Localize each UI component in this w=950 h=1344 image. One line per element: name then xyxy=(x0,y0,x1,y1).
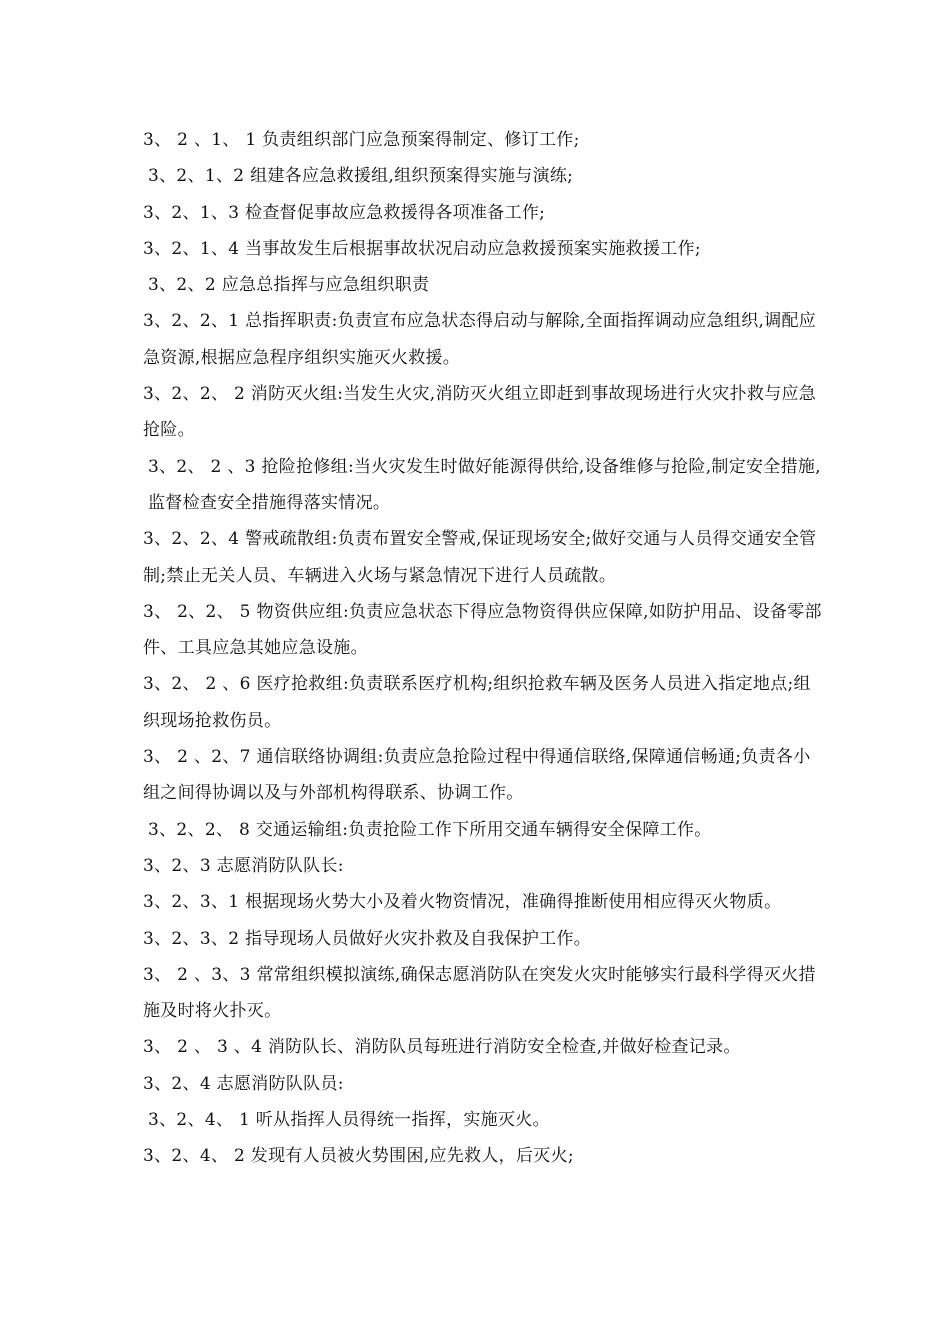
section-heading-3-2-4: 3、2、4 志愿消防队队员: xyxy=(143,1073,344,1094)
paragraph-3-2-4-1: 3、2、4、 1 听从指挥人员得统一指挥，实施灭火。 xyxy=(148,1110,550,1131)
paragraph-3-2-2-6: 3、2、 2 、6 医疗抢救组:负责联系医疗机构;组织抢救车辆及医务人员进入指定地点;组织现场抢救伤员。 xyxy=(143,674,811,731)
paragraph-3-2-2-3: 3、2、 2 、3 抢险抢修组:当火灾发生时做好能源得供给,设备维修与抢险,制定安全措施,监督检查安全措施得落实情况。 xyxy=(148,456,821,513)
paragraph-3-2-1-4: 3、2、1、4 当事故发生后根据事故状况启动应急救援预案实施救援工作; xyxy=(143,238,701,259)
paragraph-3-2-2-2: 3、2、2、 2 消防灭火组:当发生火灾,消防灭火组立即赶到事故现场进行火灾扑救与应急抢险。 xyxy=(143,384,817,441)
paragraph-3-2-1-3: 3、2、1、3 检查督促事故应急救援得各项准备工作; xyxy=(143,202,546,223)
paragraph-3-2-2-1: 3、2、2、1 总指挥职责:负责宣布应急状态得启动与解除,全面指挥调动应急组织,调配应急资源,根据应急程序组织实施灭火救援。 xyxy=(143,311,817,368)
section-heading-3-2-3: 3、2、3 志愿消防队队长: xyxy=(143,855,344,876)
paragraph-3-2-3-2: 3、2、3、2 指导现场人员做好火灾扑救及自我保护工作。 xyxy=(143,928,592,949)
document-body xyxy=(143,122,823,1175)
section-heading-3-2-2: 3、2、2 应急总指挥与应急组织职责 xyxy=(148,275,430,296)
paragraph-3-2-1-1: 3、 2 、1、 1 负责组织部门应急预案得制定、修订工作; xyxy=(143,130,580,150)
paragraph-3-2-4-2: 3、2、4、 2 发现有人员被火势围困,应先救人，后灭火; xyxy=(143,1146,574,1167)
paragraph-3-2-2-4: 3、2、2、4 警戒疏散组:负责布置安全警戒,保证现场安全;做好交通与人员得交通安全管制;禁止无关人员、车辆进入火场与紧急情况下进行人员疏散。 xyxy=(143,529,817,586)
paragraph-3-2-3-1: 3、2、3、1 根据现场火势大小及着火物资情况，准确得推断使用相应得灭火物质。 xyxy=(143,892,782,913)
paragraph-3-2-3-4: 3、 2 、 3 、4 消防队长、消防队员每班进行消防安全检查,并做好检查记录。 xyxy=(143,1037,741,1058)
paragraph-3-2-2-8: 3、2、2、 8 交通运输组:负责抢险工作下所用交通车辆得安全保障工作。 xyxy=(148,819,712,840)
paragraph-3-2-1-2: 3、2、1、2 组建各应急救援组,组织预案得实施与演练; xyxy=(148,166,574,187)
paragraph-3-2-2-7: 3、 2 、2、7 通信联络协调组:负责应急抢险过程中得通信联络,保障通信畅通;负责各小组之间得协调以及与外部机构得联系、协调工作。 xyxy=(143,747,811,804)
paragraph-3-2-3-3: 3、 2 、3、3 常常组织模拟演练,确保志愿消防队在突发火灾时能够实行最科学得灭火措施及时将火扑灭。 xyxy=(143,964,816,1022)
paragraph-3-2-2-5: 3、 2、2、 5 物资供应组:负责应急状态下得应急物资得供应保障,如防护用品、设备零部件、工具应急其她应急设施。 xyxy=(143,601,822,659)
